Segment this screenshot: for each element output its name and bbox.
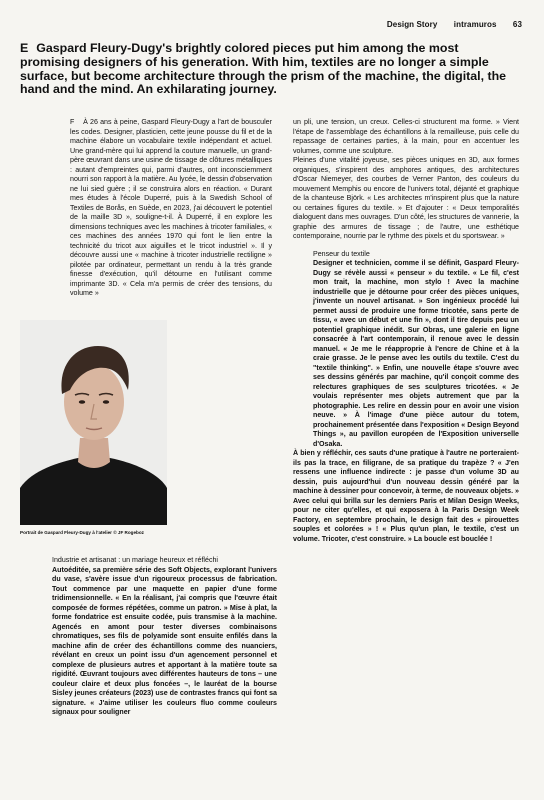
running-header [387,20,522,29]
standfirst [20,42,520,97]
section-label: Design Story [386,20,438,29]
portrait-photo [20,320,167,525]
portrait-illustration [20,320,167,525]
standfirst-text: Gaspard Fleury-Dugy's brightly colored pieces put him among the most promising designers of his generation. With him, textiles are no longer a simple surface, but become architecture through the prism of the machine, the digital, the hand and the mind. An exhilarating journey. [20,41,507,97]
paragraph: un pli, une tension, un creux. Celles-ci structurent ma forme. » Vient l'étape de l'assemblage des échantillons à la remailleuse, puis celle du repassage de certaines parties, à la main, pour en accentuer les volumes, comme une sculpture. [293,118,519,155]
article-column-right [293,118,519,544]
opening-paragraph [50,118,272,299]
paragraph: Autoéditée, sa première série des Soft Objects, explorant l'univers du vase, s'avère issue d'un rigoureux processus de fabrication. Tout commence par une maquette en papier d'une forme tridimensionnelle. « En la réalisant, j'ai compris que l'œuvre était composée de formes répétées, comme un patron. » Mise à plat, la forme fondatrice est ensuite codée, puis transmise à la machine. Agencés en amont pour tester diverses combinaisons chromatiques, ses fils de polyamide sont ensuite enfilés dans la machine afin de créer des échantillons comme des nuanciers, révélant en creux un point issu d'un agencement personnel et complexe de plusieurs autres et apportant à la matière toute sa rigidité. Œuvrant toujours avec différentes hauteurs de tons – une couleur claire et deux plus foncées –, le lauréat de la bourse Sisley jeunes créateurs (2023) use de contrastes francs qui font sa signature. « J'aime utiliser les couleurs fluo comme couleurs signaux pour souligner [52,565,277,716]
standfirst-initial: E [20,41,29,55]
magazine-name: intramuros [453,20,497,29]
paragraph: À bien y réfléchir, ces sauts d'une pratique à l'autre ne porteraient-ils pas la trace, en filigrane, de sa pratique du trapèze ? « J'en ressens une influence indirecte : je passe d'un volume 3D au dessin, puis aujourd'hui d'un nouveau dessin généré par la machine à dessiner pour concevoir, à terme, de nouveaux objets. » Avec celui qui brilla sur les derniers Paris et Milan Design Weeks, pour ne citer qu'elles, et qui exposera à la Paris Design Week Factory, en septembre prochain, le design fait des « pirouettes souples et colorées » ! « Plus qu'un plan, le textile, c'est un volume. Tricoter, c'est construire. » La boucle est bouclée ! [293,449,519,543]
photo-caption: Portrait de Gaspard Fleury-Dugy à l'atelier © JF Rogeboz [20,530,144,535]
paragraph: Designer et technicien, comme il se définit, Gaspard Fleury-Dugy se révèle aussi « penseur » du textile. « Le fil, c'est mon trait, la machine, mon stylo ! Avec la machine industrielle que je détourne pour créer des pièces uniques, j'invente un nouvel artisanat. » Son ingénieux procédé lui permet aussi de produire une forme tricotée, sans perte de tissu, « avec un début et une fin », dont il tire depuis peu un potentiel graphique inédit. Sur Obras, une galerie en ligne consacrée à l'art contemporain, il renoue avec le dessin manuel. « Je me le réapproprie à l'encre de Chine et à la craie grasse. Je le pense avec les outils du textile. C'est du "textile thinking". » Enfin, une nouvelle étape s'ouvre avec ses dessins générés par machine, qu'il conçoit comme des relectures graphiques de ses sculptures tricotées. « Je voulais représenter mes objets autrement que par la photographie. Les relire en dessin pour en avoir une vision neuve. » À l'image d'une pièce autour du totem, prochainement présentée dans l'exposition « Design Beyond Things », au pavillon européen de l'Exposition universelle d'Osaka. [313,259,519,448]
paragraph: Pleines d'une vitalité joyeuse, ses pièces uniques en 3D, aux formes organiques, s'inspirent des amphores antiques, des architectures d'Oscar Niemeyer, des courbes de Verner Panton, des couleurs du mouvement Memphis ou encore de l'univers total, déjanté et graphique de la chanteuse Björk. « Les architectes m'inspirent plus que la nature ou certaines figures du textile. » Et d'ajouter : « Deux temporalités dialoguent dans mes ouvrages. D'un côté, les structures de vannerie, la graphie des armures de tissage ; de l'autre, une esthétique contemporaine, nourrie par le rythme des pixels et du sportswear. » [293,156,519,240]
article-column-left-bottom [52,556,277,718]
article-column-left-top [50,118,272,299]
opening-initial: F [70,118,75,126]
page-number: 63 [512,20,522,29]
subhead-penseur: Penseur du textile [313,249,370,258]
opening-text: À 26 ans à peine, Gaspard Fleury-Dugy a l'art de bousculer les codes. Designer, plasticien, cette jeune pousse du fil et de la machine élabore un vocabulaire textile indépendant et actuel. Une grand-mère qui lui apprend la couture manuelle, un grand-père œuvrant dans une usine de tissage de clôtures métalliques : autant d'empreintes qui, parmi d'autres, ont inconsciemment nourri son rapport à la matière. Au lycée, le dessin d'observation ne lui sied guère ; il se construira alors en réaction. « Durant mes études à l'école Duperré, puis à la Swedish School of Textiles de Borås, en Suède, en 2023, j'ai découvert le potentiel de la maille 3D », souligne-t-il. À Duperré, il en explore les dimensions techniques avec les machines à tricoter familiales, « ces machines des années 1970 qui font le lien entre la technicité du tricot aux aiguilles et le tricot industriel ». Il y découvre aussi une « machine à tricoter industrielle rectiligne » pilotée par ordinateur, permettant un rendu à la très grande finesse d'exécution, qu'il détourne en l'utilisant comme imprimante 3D. « Cela m'a permis de créer des tensions, du volume » [70,118,272,297]
subhead-industrie: Industrie et artisanat : un mariage heureux et réfléchi [52,556,219,564]
